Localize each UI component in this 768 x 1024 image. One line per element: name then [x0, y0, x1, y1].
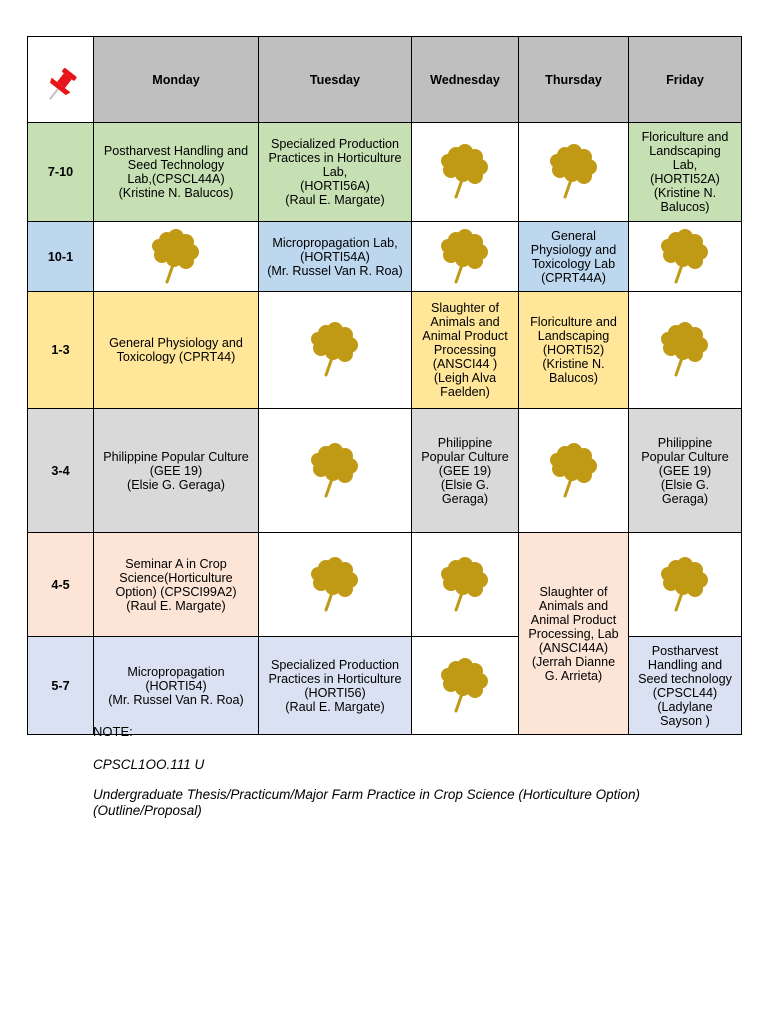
class-cell-thu: Slaughter of Animals and Animal Product Processing, Lab (ANSCI44A) (Jerrah Dianne G. Arrieta): [519, 533, 629, 735]
time-slot: 4-5: [28, 533, 94, 637]
note-section: [93, 724, 733, 819]
class-cell-wed: Philippine Popular Culture (GEE 19) (Elsie G. Geraga): [412, 409, 519, 533]
clover-icon: [414, 228, 516, 286]
free-slot-fri: [629, 222, 742, 292]
header-thursday: Thursday: [519, 37, 629, 123]
clover-icon: [96, 228, 256, 286]
free-slot-mon: [94, 222, 259, 292]
corner-cell: [28, 37, 94, 123]
free-slot-tue: [259, 292, 412, 409]
clover-icon: [414, 657, 516, 715]
class-cell-mon: Postharvest Handling and Seed Technology Lab,(CPSCL44A) (Kristine N. Balucos): [94, 123, 259, 222]
class-cell-wed: Slaughter of Animals and Animal Product Processing (ANSCI44 ) (Leigh Alva Faelden): [412, 292, 519, 409]
clover-icon: [521, 442, 626, 500]
header-monday: Monday: [94, 37, 259, 123]
time-slot: 10-1: [28, 222, 94, 292]
row-3-4: [28, 409, 742, 533]
time-slot: 5-7: [28, 637, 94, 735]
class-schedule-table: [27, 36, 742, 735]
pushpin-icon: [41, 94, 81, 108]
header-friday: Friday: [629, 37, 742, 123]
clover-icon: [631, 321, 739, 379]
clover-icon: [261, 556, 409, 614]
clover-icon: [261, 321, 409, 379]
free-slot-thu: [519, 409, 629, 533]
class-cell-fri: Postharvest Handling and Seed technology (CPSCL44) (Ladylane Sayson ): [629, 637, 742, 735]
header-tuesday: Tuesday: [259, 37, 412, 123]
class-cell-mon: Philippine Popular Culture (GEE 19) (Elsie G. Geraga): [94, 409, 259, 533]
clover-icon: [521, 143, 626, 201]
clover-icon: [631, 556, 739, 614]
clover-icon: [414, 143, 516, 201]
free-slot-wed: [412, 123, 519, 222]
header-wednesday: Wednesday: [412, 37, 519, 123]
clover-icon: [631, 228, 739, 286]
row-10-1: [28, 222, 742, 292]
class-cell-tue: Specialized Production Practices in Horticulture Lab, (HORTI56A) (Raul E. Margate): [259, 123, 412, 222]
class-cell-mon: Micropropagation (HORTI54) (Mr. Russel Van R. Roa): [94, 637, 259, 735]
free-slot-wed: [412, 637, 519, 735]
class-cell-fri: Floriculture and Landscaping Lab, (HORTI52A) (Kristine N. Balucos): [629, 123, 742, 222]
free-slot-thu: [519, 123, 629, 222]
row-1-3: [28, 292, 742, 409]
row-7-10: [28, 123, 742, 222]
clover-icon: [414, 556, 516, 614]
note-course-code: CPSCL1OO.111 U: [93, 757, 205, 772]
clover-icon: [261, 442, 409, 500]
note-course-description: Undergraduate Thesis/Practicum/Major Farm Practice in Crop Science (Horticulture Option) (Outline/Proposal): [93, 787, 640, 818]
class-cell-mon: General Physiology and Toxicology (CPRT44): [94, 292, 259, 409]
header-row: [28, 37, 742, 123]
note-label: NOTE:: [93, 724, 133, 739]
free-slot-wed: [412, 533, 519, 637]
free-slot-fri: [629, 533, 742, 637]
row-4-5: [28, 533, 742, 637]
class-cell-tue: Micropropagation Lab, (HORTI54A) (Mr. Russel Van R. Roa): [259, 222, 412, 292]
class-cell-tue: Specialized Production Practices in Horticulture (HORTI56) (Raul E. Margate): [259, 637, 412, 735]
row-5-7: [28, 637, 742, 735]
free-slot-wed: [412, 222, 519, 292]
free-slot-fri: [629, 292, 742, 409]
time-slot: 3-4: [28, 409, 94, 533]
class-cell-fri: Philippine Popular Culture (GEE 19) (Elsie G. Geraga): [629, 409, 742, 533]
class-cell-mon: Seminar A in Crop Science(Horticulture Option) (CPSCI99A2) (Raul E. Margate): [94, 533, 259, 637]
class-cell-thu: General Physiology and Toxicology Lab (CPRT44A): [519, 222, 629, 292]
time-slot: 1-3: [28, 292, 94, 409]
class-cell-thu: Floriculture and Landscaping (HORTI52) (Kristine N. Balucos): [519, 292, 629, 409]
free-slot-tue: [259, 533, 412, 637]
free-slot-tue: [259, 409, 412, 533]
time-slot: 7-10: [28, 123, 94, 222]
